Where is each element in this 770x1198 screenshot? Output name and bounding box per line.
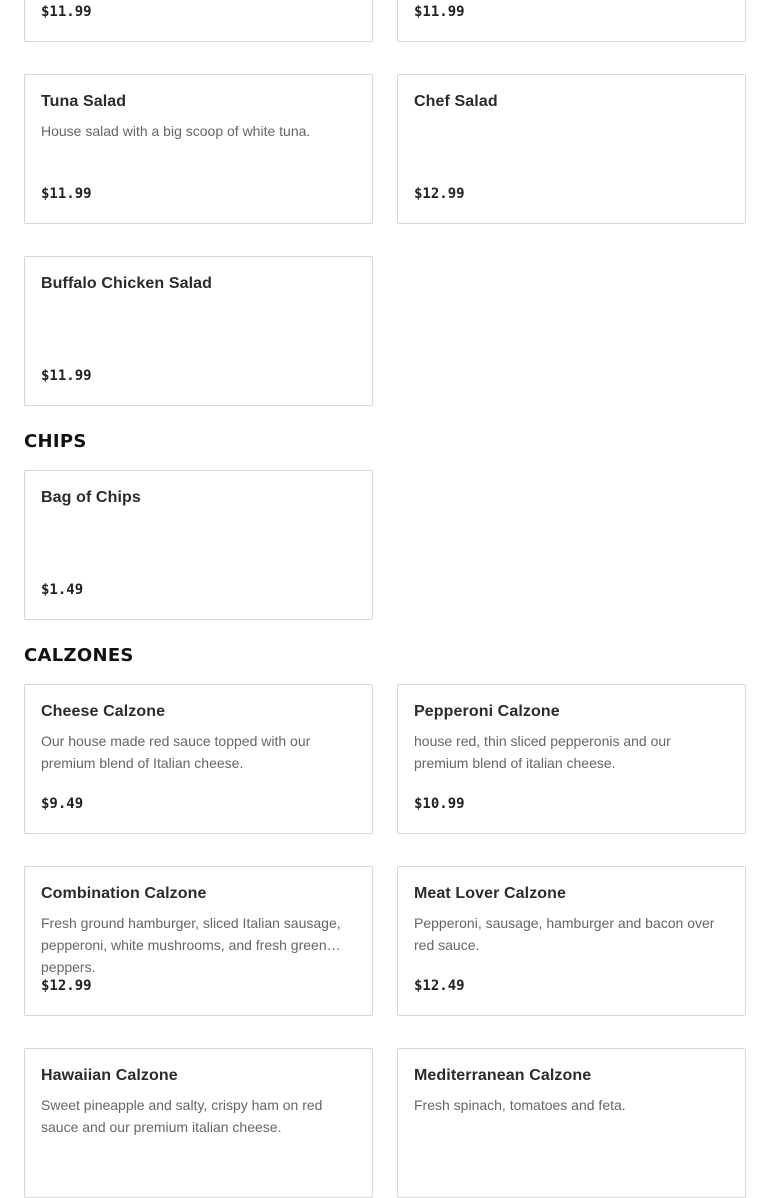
item-price: $11.99 <box>41 186 92 202</box>
menu-item-card[interactable] <box>24 0 373 42</box>
item-description: Fresh spinach, tomatoes and feta. <box>414 1097 626 1113</box>
item-name: Tuna Salad <box>41 93 127 110</box>
item-price: $12.99 <box>414 186 465 202</box>
menu-item-card-mediterranean-calzone[interactable] <box>397 1048 746 1198</box>
section-title-chips: CHIPS <box>24 431 87 452</box>
menu-item-card[interactable] <box>397 0 746 42</box>
item-description: Our house made red sauce topped with our premium blend of Italian cheese. <box>41 733 311 771</box>
item-description: Fresh ground hamburger, sliced Italian sausage, pepperoni, white mushrooms, and fresh green peppers. <box>41 915 341 975</box>
item-name: Buffalo Chicken Salad <box>41 275 213 292</box>
menu-item-card-tuna-salad[interactable] <box>24 74 373 224</box>
item-description: Pepperoni, sausage, hamburger and bacon over red sauce. <box>414 915 715 953</box>
item-price: $9.49 <box>41 796 84 812</box>
item-description: house red, thin sliced pepperonis and our premium blend of italian cheese. <box>414 733 671 771</box>
menu-item-card-chef-salad[interactable] <box>397 74 746 224</box>
item-name: Mediterranean Calzone <box>414 1067 592 1084</box>
item-description: House salad with a big scoop of white tuna. <box>41 123 311 139</box>
item-description: Sweet pineapple and salty, crispy ham on red sauce and our premium italian cheese. <box>41 1097 323 1135</box>
item-price: $10.99 <box>414 796 465 812</box>
item-name: Combination Calzone <box>41 885 207 902</box>
item-name: Meat Lover Calzone <box>414 885 567 902</box>
item-price: $1.49 <box>41 582 84 598</box>
item-name: Chef Salad <box>414 93 498 110</box>
item-name: Pepperoni Calzone <box>414 703 560 720</box>
item-price: $11.99 <box>41 4 92 20</box>
item-name: Cheese Calzone <box>41 703 166 720</box>
menu-item-card-pepperoni-calzone[interactable] <box>397 684 746 834</box>
item-price: $12.99 <box>41 978 92 994</box>
item-name: Hawaiian Calzone <box>41 1067 178 1084</box>
menu-item-card-cheese-calzone[interactable] <box>24 684 373 834</box>
menu-item-card-combination-calzone[interactable] <box>24 866 373 1016</box>
item-price: $12.49 <box>414 978 465 994</box>
section-title-calzones: CALZONES <box>24 645 134 666</box>
menu-item-card-meat-lover-calzone[interactable] <box>397 866 746 1016</box>
menu-item-card-hawaiian-calzone[interactable] <box>24 1048 373 1198</box>
item-price: $11.99 <box>41 368 92 384</box>
item-price: $11.99 <box>414 4 465 20</box>
item-name: Bag of Chips <box>41 489 141 506</box>
menu-item-card-buffalo-chicken-salad[interactable] <box>24 256 373 406</box>
menu-item-card-bag-of-chips[interactable] <box>24 470 373 620</box>
